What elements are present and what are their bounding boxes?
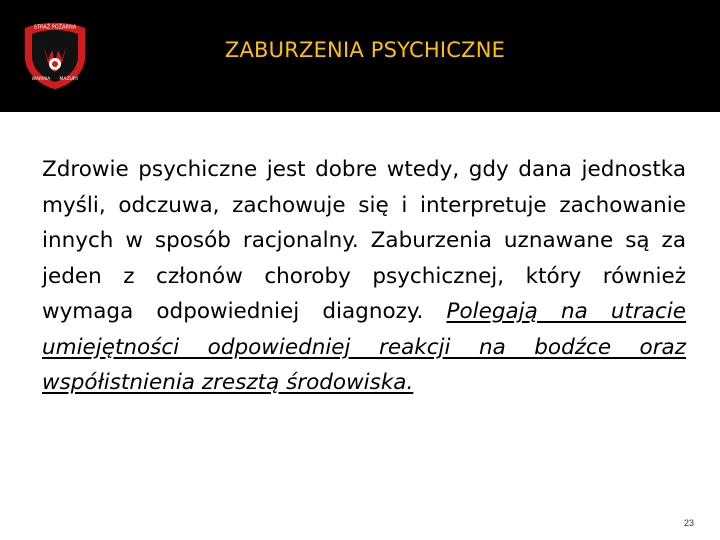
- logo-text-left: WARMIA: [31, 77, 51, 82]
- header-bar: [0, 0, 720, 112]
- logo-text-right: MAZURY: [59, 77, 79, 82]
- slide-body-paragraph: [42, 152, 686, 401]
- paragraph-plain-text: Zdrowie psychiczne jest dobre wtedy, gdy dana jednostka myśli, odczuwa, zachowuje się i interpretuje zachowanie innych w sposób racjonalny. Zaburzenia uznawane są za jeden z członów choroby psychicznej, który również wymaga odpowiedniej diagnozy.: [42, 157, 686, 324]
- page-number: 23: [683, 518, 694, 528]
- slide-title: ZABURZENIA PSYCHICZNE: [224, 38, 506, 62]
- paragraph-underlined-text: Polegają na utracie umiejętności odpowiedniej reakcji na bodźce oraz współistnienia zresztą środowiska.: [42, 299, 687, 395]
- logo-text-top: STRAŻ POŻARNA: [33, 24, 77, 31]
